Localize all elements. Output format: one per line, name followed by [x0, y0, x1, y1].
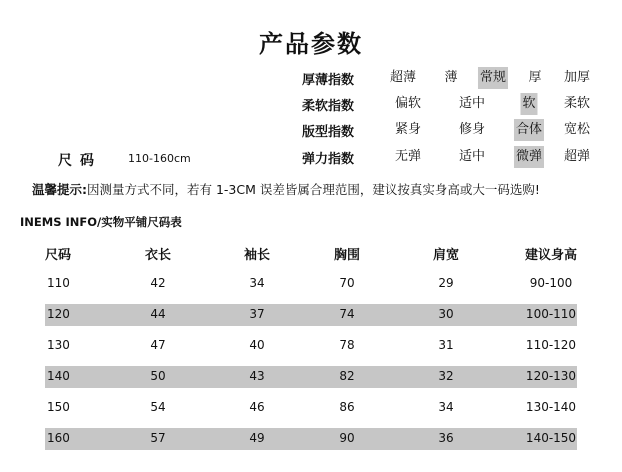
- param-option: 薄: [444, 70, 458, 85]
- param-option: 柔软: [563, 96, 591, 111]
- table-cell: 31: [438, 338, 454, 352]
- param-option: 超薄: [389, 70, 417, 85]
- param-option: 适中: [458, 149, 486, 164]
- table-cell: 110-120: [525, 338, 577, 352]
- table-cell: 44: [150, 307, 166, 321]
- table-cell: 37: [249, 307, 265, 321]
- param-row: [0, 93, 622, 115]
- table-cell: 130: [47, 338, 70, 352]
- param-option: 厚: [528, 70, 542, 85]
- tip-label: 温馨提示:: [32, 182, 87, 197]
- table-row: [45, 397, 577, 419]
- table-cell: 29: [438, 276, 454, 290]
- table-cell: 86: [339, 400, 355, 414]
- tip-text: 因测量方式不同，若有 1-3CM 误差皆属合理范围，建议按真实身高或大一码选购!: [87, 182, 540, 197]
- table-cell: 42: [150, 276, 166, 290]
- table-cell: 70: [339, 276, 355, 290]
- table-header-cell: 胸围: [333, 248, 361, 263]
- table-cell: 78: [339, 338, 355, 352]
- table-cell: 46: [249, 400, 265, 414]
- table-row: [45, 366, 577, 388]
- table-header-cell: 袖长: [243, 248, 271, 263]
- param-option: 无弹: [394, 149, 422, 164]
- param-option-selected: 软: [520, 93, 537, 115]
- table-header-cell: 尺码: [45, 248, 72, 263]
- table-cell: 110: [47, 276, 70, 290]
- tip-line: [32, 180, 540, 198]
- table-cell: 90-100: [529, 276, 573, 290]
- table-row: [45, 273, 577, 295]
- param-row: [0, 67, 622, 89]
- table-cell: 82: [339, 369, 355, 383]
- param-option-selected: 常规: [478, 67, 508, 89]
- param-label: 柔软指数: [302, 99, 355, 114]
- table-cell: 36: [438, 431, 454, 445]
- table-cell: 50: [150, 369, 166, 383]
- param-option: 超弹: [563, 149, 591, 164]
- table-cell: 40: [249, 338, 265, 352]
- table-cell: 34: [438, 400, 454, 414]
- table-cell: 90: [339, 431, 355, 445]
- table-header-cell: 建议身高: [524, 248, 578, 263]
- param-option-selected: 微弹: [514, 146, 544, 168]
- page-title: 产品参数: [259, 30, 363, 58]
- param-option: 偏软: [394, 96, 422, 111]
- param-label: 版型指数: [302, 125, 355, 140]
- param-option: 宽松: [563, 122, 591, 137]
- table-row: [45, 428, 577, 450]
- table-cell: 30: [438, 307, 454, 321]
- size-range: 110-160cm: [128, 152, 191, 165]
- table-cell: 120-130: [525, 369, 577, 383]
- table-cell: 57: [150, 431, 166, 445]
- table-row: [45, 304, 577, 326]
- param-label: 弹力指数: [302, 152, 355, 167]
- param-option: 加厚: [563, 70, 591, 85]
- param-option: 适中: [458, 96, 486, 111]
- table-row: [45, 335, 577, 357]
- table-cell: 140-150: [525, 431, 577, 445]
- size-label: 尺码: [58, 153, 102, 169]
- table-cell: 34: [249, 276, 265, 290]
- table-cell: 54: [150, 400, 166, 414]
- table-cell: 130-140: [525, 400, 577, 414]
- table-header-cell: 衣长: [144, 248, 172, 263]
- size-table-title: INEMS INFO/实物平铺尺码表: [20, 215, 182, 229]
- table-cell: 43: [249, 369, 265, 383]
- table-cell: 47: [150, 338, 166, 352]
- table-cell: 100-110: [525, 307, 577, 321]
- table-header-cell: 肩宽: [432, 248, 460, 263]
- table-cell: 32: [438, 369, 454, 383]
- table-cell: 49: [249, 431, 265, 445]
- table-cell: 120: [47, 307, 70, 321]
- table-cell: 140: [47, 369, 70, 383]
- table-cell: 74: [339, 307, 355, 321]
- table-cell: 160: [47, 431, 70, 445]
- param-option: 紧身: [394, 122, 422, 137]
- table-cell: 150: [47, 400, 70, 414]
- param-row: [0, 119, 622, 141]
- param-option-selected: 合体: [514, 119, 544, 141]
- param-label: 厚薄指数: [302, 73, 355, 88]
- param-option: 修身: [458, 122, 486, 137]
